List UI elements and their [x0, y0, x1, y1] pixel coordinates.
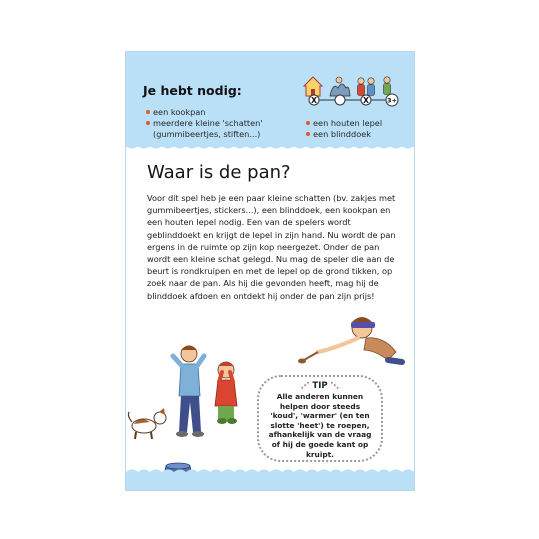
game-card [125, 51, 415, 491]
requirements-list-left [146, 107, 294, 140]
blindfolded-kid-illustration [298, 317, 402, 364]
tip-label: ⋰ TIP ⋱ [300, 381, 340, 391]
spark-icon: ⋰ [300, 381, 313, 391]
spark-icon: ⋱ [327, 381, 340, 391]
outdoor-icon [330, 77, 350, 96]
bullet-icon [306, 121, 310, 125]
bullet-icon [306, 132, 310, 136]
wave-divider-bottom [126, 466, 414, 476]
dog-illustration [128, 408, 166, 439]
list-item: een kookpan [146, 107, 294, 118]
game-description: Voor dit spel heb je een paar kleine schatten (bv. zakjes met gummibeertjes, stickers...), een blinddoek, een kookpan en een houten lepel nodig. Een van de spelers wordt geblinddoekt en krijgt de lepel in zijn hand. Nu wordt de pan ergens in de ruimte op zijn kop neergezet. Onder de pan wordt een kleine schat gelegd. Nu mag de speler die aan de beurt is rondkruipen en met de lepel op de grond tikken, op zoek naar de pan. Als hij die gevonden heeft, mag hij de blinddoek afdoen en ontdekt hij onder de pan zijn prijs! [147, 193, 396, 301]
age-badge: 3+ [387, 96, 397, 105]
mark-x-2: X [363, 96, 369, 105]
tip-text: Alle anderen kunnen helpen door steeds 'koud', 'warmer' (en ten slotte 'heet') te roepen, afhankelijk van de vraag of hij de goede kant op kruipt. [268, 392, 372, 459]
requirements-title: Je hebt nodig: [143, 83, 242, 98]
group-icon [358, 78, 375, 96]
bullet-icon [146, 110, 150, 114]
game-title: Waar is de pan? [147, 162, 291, 183]
list-item: meerdere kleine 'schatten' (gummibeertjes, stiften...) [146, 118, 294, 139]
requirements-list-right [306, 118, 406, 140]
age-icon [384, 77, 391, 95]
bullet-icon [146, 121, 150, 125]
bottom-band [126, 474, 414, 490]
mark-x-1: X [311, 96, 317, 105]
boy-standing-illustration [173, 346, 204, 438]
list-item: een blinddoek [306, 129, 406, 140]
tip-box [257, 375, 383, 462]
game-info-icons [302, 72, 406, 108]
wave-divider-top [126, 142, 414, 152]
house-icon [304, 77, 322, 96]
list-item: een houten lepel [306, 118, 406, 129]
girl-illustration [215, 362, 237, 424]
